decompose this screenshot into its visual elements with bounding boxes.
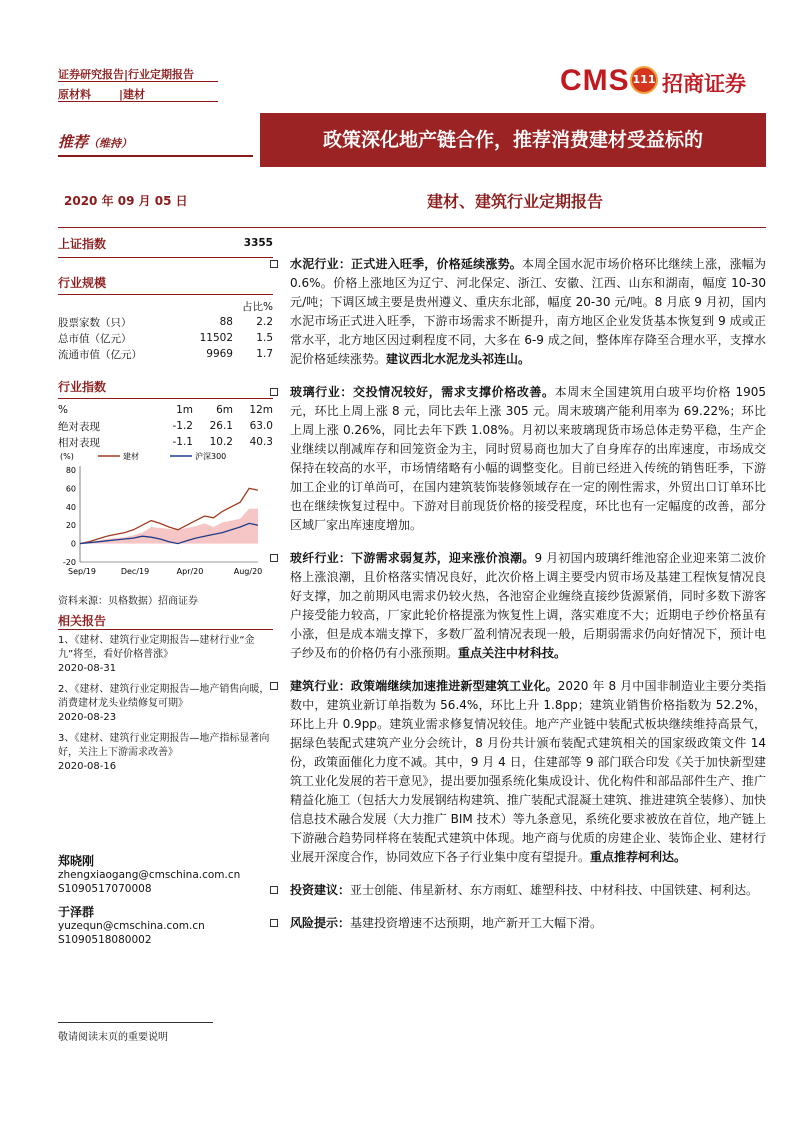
related-item-text: 3、《建材、建筑行业定期报告—地产指标显著向好，关注上下游需求改善》: [58, 733, 270, 758]
scale-row-label: 股票家数（只）: [58, 316, 132, 329]
sector-b: |建材: [119, 88, 146, 101]
section-text: 基建投资增速不达预期，地产新开工大幅下滑。: [350, 916, 603, 930]
section-lead: 玻璃行业：交投情况较好，需求支撑价格改善。: [290, 385, 555, 399]
checkbox-bullet-icon: [270, 919, 278, 927]
analyst-email[interactable]: yuzequn@cmschina.com.cn: [58, 920, 205, 932]
data-source: 资料来源：贝格数据）招商证券: [58, 596, 198, 607]
logo-badge: 111: [630, 66, 658, 94]
checkbox-bullet-icon: [270, 554, 278, 562]
section-construction: [270, 677, 766, 867]
section-tail: 重点推荐柯利达。: [590, 850, 687, 864]
sidebar-divider: [58, 257, 273, 258]
section-cement: [270, 255, 766, 369]
report-date: 2020 年 09 月 05 日: [64, 194, 188, 208]
scale-row: [58, 346, 273, 362]
section-lead: 风险提示：: [290, 916, 351, 930]
header-divider-2: [58, 101, 218, 102]
scale-row-label: 总市值（亿元）: [58, 332, 132, 345]
x-tick-label: Dec/19: [120, 567, 150, 576]
related-title: 相关报告: [58, 614, 107, 628]
checkbox-bullet-icon: [270, 260, 278, 268]
section-lead: 玻纤行业：下游需求弱复苏，迎来涨价浪潮。: [290, 551, 535, 565]
perf-row-6m: 26.1: [209, 420, 233, 432]
related-item[interactable]: [58, 634, 273, 676]
report-title: 政策深化地产链合作，推荐消费建材受益标的: [260, 113, 766, 167]
sidebar: [58, 232, 273, 450]
perf-header-unit: %: [58, 404, 68, 416]
industry-index-chart: [58, 450, 268, 580]
scale-row-label: 流通市值（亿元）: [58, 348, 142, 361]
perf-header-12m: 12m: [249, 404, 273, 416]
analyst-name: 于泽群: [58, 905, 95, 919]
section-text: 本周末全国建筑用白玻平均价格 1905 元，环比上周上涨 8 元，同比去年上涨 305 元。周末玻璃产能利用率为 69.22%；环比上周上涨 0.26%，同比去年下跌 1.08%。月初以来玻璃现货市场总体走势平稳，生产企业继续以削减库存和回笼资金为主，同时贸易商也加大了自身库存的出库速度，市场成交保持在较高的水平，市场情绪略有小幅的调整变化。目前已经进入传统的销售旺季，下游加工企业的订单尚可，在国内建筑装饰装修领域存在一定的刚性需求，外贸出口订单环比也在继续恢复过程中。下游对目前现货价格的接受程度，环比也有一定幅度的改善，部分区域厂家出库速度增加。: [290, 385, 766, 532]
analyst-cert: S1090517070008: [58, 883, 152, 895]
perf-row-1m: -1.1: [172, 436, 193, 448]
perf-row: [58, 434, 273, 450]
footer-note: 敬请阅读末页的重要说明: [58, 1032, 168, 1043]
scale-header-row: [58, 298, 273, 314]
section-glass: [270, 383, 766, 535]
perf-header-6m: 6m: [216, 404, 233, 416]
header-divider: [58, 81, 218, 82]
x-tick-label: Aug/20: [233, 567, 263, 576]
analyst-cert: S1090518080002: [58, 934, 152, 946]
checkbox-bullet-icon: [270, 886, 278, 894]
scale-row-value: 9969: [206, 348, 233, 360]
section-text: 亚士创能、伟星新材、东方雨虹、雄塑科技、中材科技、中国铁建、柯利达。: [350, 883, 759, 897]
scale-row: [58, 314, 273, 330]
related-item[interactable]: [58, 732, 273, 774]
rating-note: （维持）: [88, 137, 133, 150]
section-text: 2020 年 8 月中国非制造业主要分类指数中，建筑业新订单指数为 56.4%，环比上升 1.8pp；建筑业销售价格指数为 52.2%，环比上升 0.9pp。建筑业需求修复情况较佳。地产产业链中装配式板块继续维持高景气，据绿色装配式建筑产业分会统计，8 月份共计颁布装配式建筑相关的国家级政策文件 14 份，政策面催化力度不减。其中，9 月 4 日，住建部等 9 部门联合印发《关于加快新型建筑工业化发展的若干意见》，提出要加强系统化集成设计、优化构件和部品部件生产、推广精益化施工（包括大力发展钢结构建筑、推广装配式混凝土建筑、推进建筑全装修）、加快信息技术融合发展（大力推广 BIM 技术）等九条意见，系统化要求被放在首位，地产链上下游融合趋势同样将在装配式建筑中体现。地产商与优质的房建企业、装饰企业、建材行业展开深度合作，协同效应下各子行业集中度有望提升。: [290, 679, 766, 864]
scale-row-pct: 1.7: [256, 348, 273, 360]
section-text: 本周全国水泥市场价格环比继续上涨，涨幅为 0.6%。价格上涨地区为辽宁、河北保定、浙江、安徽、江西、山东和湖南，幅度 10-30 元/吨；下调区域主要是贵州遵义、重庆东北部，幅度 20-30 元/吨。8 月底 9 月初，国内水泥市场正式进入旺季，下游市场需求不断提升，南方地区企业发货基本恢复到 9 成或正常水平，北方地区因过剩程度不同，大多在 6-9 成之间，整体库存降至合理水平，支撑水泥价格延续涨势。: [290, 257, 766, 366]
section-tail: 建议西北水泥龙头祁连山。: [386, 352, 531, 366]
related-item-date: 2020-08-23: [58, 712, 117, 723]
section-tail: 重点关注中材科技。: [458, 646, 567, 660]
perf-row-6m: 10.2: [209, 436, 233, 448]
scale-row-value: 11502: [199, 332, 233, 344]
y-tick-label: 40: [65, 502, 76, 512]
rating-label: 推荐: [58, 133, 89, 151]
perf-row-label: 相对表现: [58, 436, 100, 449]
related-item[interactable]: [58, 683, 273, 725]
related-item-date: 2020-08-16: [58, 761, 117, 772]
perf-row-1m: -1.2: [172, 420, 193, 432]
excess-return-area: [80, 509, 258, 544]
section-lead: 投资建议：: [290, 883, 351, 897]
index-label: 上证指数: [58, 236, 107, 251]
logo-cn-text: 招商证券: [662, 72, 746, 96]
scale-title: 行业规模: [58, 276, 107, 290]
section-text: 9 月初国内玻璃纤维池窑企业迎来第二波价格上涨浪潮，且价格落实情况良好，此次价格上调主要受内贸市场及基建工程恢复情况良好支撑，加之前期风电需求仍较火热，各池窑企业缠绕直接纱货源紧俏，同时多数下游客户接受能力较高，厂家此轮价格提涨为恢复性上调，落实难度不大；近期电子纱价格虽有小涨，但是成本端支撑下，多数厂盈利情况表现一般，后期弱需求仍向好情况下，预计电子纱及布的价格仍有小涨预期。: [290, 551, 766, 660]
section-fiberglass: [270, 549, 766, 663]
analyst-card: [58, 905, 273, 947]
section-risk: [270, 914, 766, 933]
index-row: [58, 232, 273, 254]
chart-y-unit: (%): [60, 452, 74, 461]
scale-header: 占比%: [242, 300, 273, 313]
scale-row: [58, 330, 273, 346]
sidebar-divider: [58, 294, 273, 295]
related-item-text: 1、《建材、建筑行业定期报告—建材行业“金九”将至，看好价格普涨》: [58, 635, 255, 660]
date-divider: [58, 227, 766, 228]
report-subtitle: 建材、建筑行业定期报告: [426, 192, 603, 211]
perf-header-row: [58, 402, 273, 418]
analyst-card: [58, 854, 273, 896]
rating-divider: [58, 155, 253, 157]
related-item-text: 2、《建材、建筑行业定期报告—地产销售向暖，消费建材龙头业绩修复可期》: [58, 684, 270, 709]
report-category: 证券研究报告|行业定期报告: [58, 68, 195, 81]
section-investment: [270, 881, 766, 900]
analyst-name: 郑晓刚: [58, 854, 95, 868]
index-value: 3355: [243, 237, 273, 249]
scale-row-pct: 1.5: [256, 332, 273, 344]
logo-cms-text: CMS: [560, 64, 630, 97]
section-lead: 建筑行业：政策端继续加速推进新型建筑工业化。: [290, 679, 558, 693]
y-tick-label: 0: [70, 539, 76, 549]
legend-label-building-materials: 建材: [123, 452, 139, 461]
y-tick-label: -20: [62, 558, 76, 567]
perf-header-1m: 1m: [176, 404, 193, 416]
perf-title: 行业指数: [58, 380, 107, 394]
related-item-date: 2020-08-31: [58, 663, 117, 674]
analyst-email[interactable]: zhengxiaogang@cmschina.com.cn: [58, 869, 241, 881]
scale-row-value: 88: [219, 316, 233, 328]
y-tick-label: 60: [65, 484, 76, 494]
x-tick-label: Apr/20: [176, 567, 204, 576]
x-tick-label: Sep/19: [68, 567, 96, 576]
perf-row-12m: 40.3: [249, 436, 273, 448]
perf-row: [58, 418, 273, 434]
related-divider: [58, 629, 273, 630]
sector-line: [58, 86, 218, 102]
footer-divider: [58, 1022, 213, 1023]
checkbox-bullet-icon: [270, 388, 278, 396]
y-tick-label: 20: [65, 521, 76, 531]
scale-row-pct: 2.2: [256, 316, 273, 328]
checkbox-bullet-icon: [270, 682, 278, 690]
legend-label-csi300: 沪深300: [195, 452, 227, 461]
y-tick-label: 80: [65, 466, 76, 475]
sidebar-divider: [58, 398, 273, 399]
cms-logo: [560, 62, 760, 102]
rating: [58, 131, 132, 152]
section-lead: 水泥行业：正式进入旺季，价格延续涨势。: [290, 257, 522, 271]
perf-row-label: 绝对表现: [58, 420, 100, 433]
perf-row-12m: 63.0: [249, 420, 273, 432]
main-content: [270, 255, 766, 947]
sector-a: 原材料: [58, 88, 91, 101]
